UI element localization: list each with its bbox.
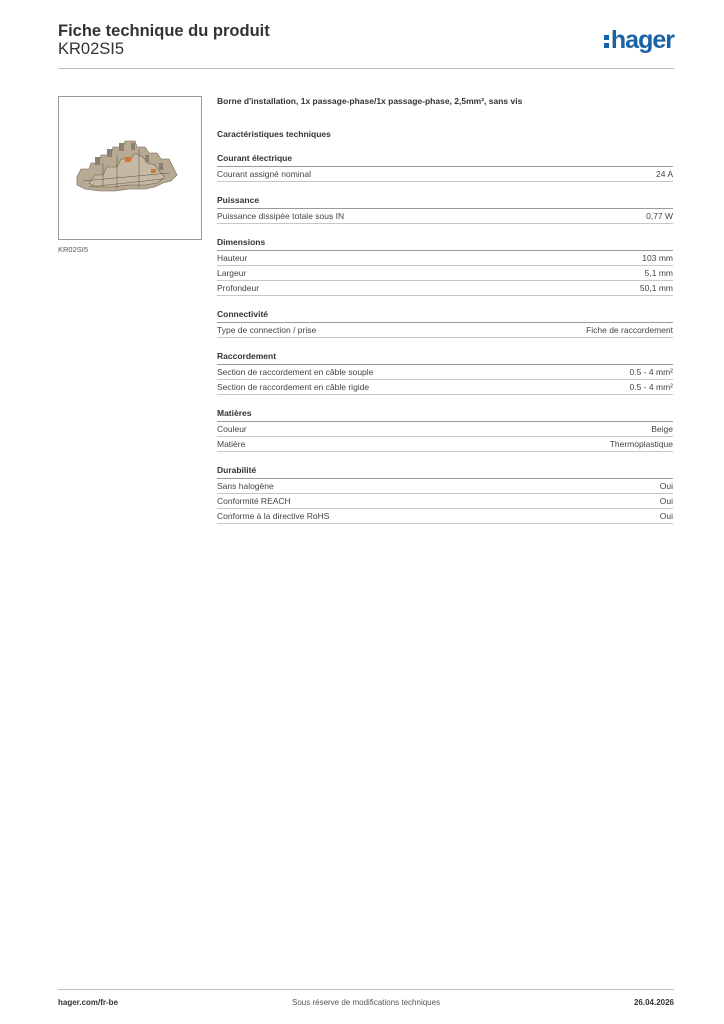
spec-value: Thermoplastique [609,439,673,449]
spec-value: Oui [659,511,673,521]
logo-text: hager [610,26,674,54]
spec-row [217,281,673,296]
document-title: Fiche technique du produit [58,22,270,40]
spec-value: 5,1 mm [644,268,673,278]
spec-label: Matière [217,439,246,449]
spec-value: 24 A [655,169,673,179]
section-title: Matières [217,408,673,422]
section-matieres [217,408,673,452]
spec-label: Profondeur [217,283,260,293]
spec-row [217,323,673,338]
page-header [58,22,674,70]
section-title: Puissance [217,195,673,209]
spec-label: Conformité REACH [217,496,291,506]
spec-row [217,479,673,494]
section-dimensions [217,237,673,296]
spec-row [217,251,673,266]
spec-row [217,380,673,395]
spec-value: Fiche de raccordement [586,325,673,335]
section-title: Dimensions [217,237,673,251]
spec-label: Largeur [217,268,247,278]
footer-divider [58,989,674,990]
footer-disclaimer: Sous réserve de modifications techniques [292,998,441,1007]
section-title: Durabilité [217,465,673,479]
spec-row [217,365,673,380]
footer-date: 26.04.2026 [633,998,674,1007]
spec-value: 0.5 - 4 mm² [629,367,673,377]
image-caption: KR02SI5 [58,245,89,254]
spec-row [217,266,673,281]
spec-value: 50,1 mm [639,283,673,293]
spec-label: Couleur [217,424,247,434]
section-title: Courant électrique [217,153,673,167]
spec-label: Hauteur [217,253,248,263]
spec-value: Beige [651,424,673,434]
spec-label: Sans halogène [217,481,274,491]
spec-row [217,422,673,437]
hager-logo [604,26,674,55]
spec-label: Type de connection / prise [217,325,317,335]
product-description: Borne d'installation, 1x passage-phase/1x passage-phase, 2,5mm², sans vis [217,96,523,106]
spec-row [217,209,673,224]
terminal-block-illustration-icon [59,97,201,239]
header-divider [58,68,674,69]
spec-row [217,437,673,452]
spec-content [217,96,673,524]
spec-label: Section de raccordement en câble souple [217,367,374,377]
spec-label: Conforme à la directive RoHS [217,511,330,521]
spec-value: Oui [659,481,673,491]
section-raccordement [217,351,673,395]
spec-label: Puissance dissipée totale sous IN [217,211,345,221]
spec-label: Courant assigné nominal [217,169,312,179]
section-connectivite [217,309,673,338]
spec-row [217,167,673,182]
logo-dots-icon [604,33,609,49]
section-durabilite [217,465,673,524]
section-title: Raccordement [217,351,673,365]
website-link[interactable]: hager.com/fr-be [58,998,119,1007]
product-image [58,96,202,240]
spec-value: Oui [659,496,673,506]
product-reference: KR02SI5 [58,40,125,58]
spec-row [217,509,673,524]
section-title: Connectivité [217,309,673,323]
spec-heading: Caractéristiques techniques [217,129,331,139]
spec-label: Section de raccordement en câble rigide [217,382,370,392]
spec-value: 0,77 W [646,211,673,221]
spec-row [217,494,673,509]
section-puissance [217,195,673,224]
spec-value: 0.5 - 4 mm² [629,382,673,392]
section-courant [217,153,673,182]
spec-value: 103 mm [642,253,673,263]
